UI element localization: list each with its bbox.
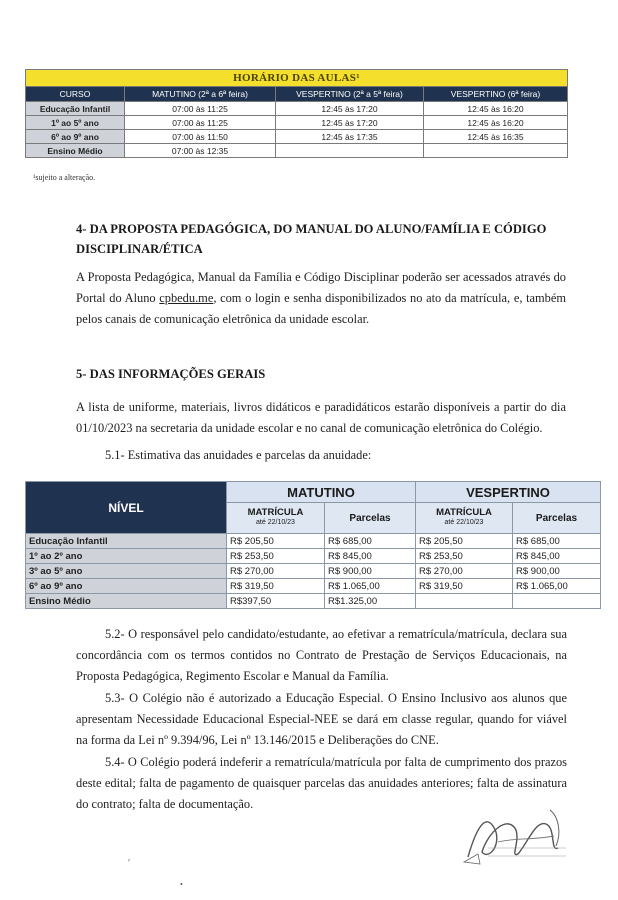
fees-level: 1º ao 2º ano [26, 549, 227, 564]
fees-level: Ensino Médio [26, 594, 227, 609]
schedule-cell: 12:45 às 17:20 [276, 116, 424, 130]
fees-cell: R$ 253,50 [416, 549, 513, 564]
fees-cell: R$ 1.065,00 [513, 579, 601, 594]
schedule-course: 1º ao 5º ano [26, 116, 125, 130]
section4-heading-line1: 4- DA PROPOSTA PEDAGÓGICA, DO MANUAL DO ALUNO/FAMÍLIA E CÓDIGO [76, 222, 547, 236]
fees-cell: R$ 900,00 [325, 564, 416, 579]
schedule-cell: 12:45 às 16:20 [424, 116, 568, 130]
table-row [26, 116, 568, 130]
section4-text-a: A Proposta Pedagógica, Manual da Família e Código Disciplinar poderão ser acessados através do Portal do Aluno [76, 270, 566, 305]
fees-cell: R$ 205,50 [227, 534, 325, 549]
schedule-header-vespertino-2-5: VESPERTINO (2ª a 5ª feira) [276, 87, 424, 102]
section5-heading: 5- DAS INFORMAÇÕES GERAIS [76, 367, 266, 381]
item-5-1: 5.1- Estimativa das anuidades e parcelas da anuidade: [105, 448, 372, 462]
fees-subheader-parcelas: Parcelas [513, 503, 601, 534]
matricula-label: MATRÍCULA [247, 507, 304, 518]
schedule-footnote: ¹sujeito a alteração. [33, 173, 96, 182]
fees-level: 3º ao 5º ano [26, 564, 227, 579]
fees-cell: R$ 319,50 [227, 579, 325, 594]
fees-cell: R$397,50 [227, 594, 325, 609]
fees-subheader-matricula [227, 503, 325, 534]
fees-cell: R$ 253,50 [227, 549, 325, 564]
matricula-date: até 22/10/23 [256, 519, 295, 526]
fees-level: 6º ao 9º ano [26, 579, 227, 594]
section4-heading-line2: DISCIPLINAR/ÉTICA [76, 242, 203, 256]
table-row [26, 102, 568, 116]
section4-paragraph [76, 267, 566, 330]
matricula-label: MATRÍCULA [436, 507, 492, 518]
fees-header-matutino: MATUTINO [227, 482, 416, 503]
schedule-cell [276, 144, 424, 158]
fees-table [25, 481, 601, 609]
fees-cell [513, 594, 601, 609]
item-5-4: 5.4- O Colégio poderá indeferir a rematrícula/matrícula por falta de cumprimento dos prazos deste edital; falta de pagamento de quaisquer parcelas das anuidades anteriores; falta de assinatura do contrato; falta de documentação. [76, 755, 567, 811]
fees-cell: R$ 900,00 [513, 564, 601, 579]
fees-header-nivel: NÍVEL [26, 482, 227, 534]
fees-cell: R$ 270,00 [416, 564, 513, 579]
fees-cell: R$ 1.065,00 [325, 579, 416, 594]
fees-level: Educação Infantil [26, 534, 227, 549]
item-5-3: 5.3- O Colégio não é autorizado a Educação Especial. O Ensino Inclusivo aos alunos que apresentam Necessidade Educacional Especial-NEE se dará em classe regular, quando for viável na forma da Lei nº 9.394/96, Lei nº 13.146/2015 e Deliberações do CNE. [76, 691, 567, 747]
fees-subheader-matricula [416, 503, 513, 534]
schedule-cell [424, 144, 568, 158]
schedule-header-curso: CURSO [26, 87, 125, 102]
matricula-date: até 22/10/23 [444, 519, 484, 526]
fees-cell: R$ 845,00 [513, 549, 601, 564]
fees-cell: R$ 845,00 [325, 549, 416, 564]
portal-link[interactable]: cpbedu.me [159, 291, 214, 305]
schedule-header-row [26, 87, 568, 102]
schedule-course: Educação Infantil [26, 102, 125, 116]
table-row [26, 549, 601, 564]
schedule-cell: 12:45 às 16:20 [424, 102, 568, 116]
fees-cell: R$1.325,00 [325, 594, 416, 609]
fees-cell: R$ 685,00 [325, 534, 416, 549]
item-5-2: 5.2- O responsável pelo candidato/estudante, ao efetivar a rematrícula/matrícula, declara sua concordância com os termos contidos no Contrato de Prestação de Serviços Educacionais, na Proposta Pedagógica, Regimento Escolar e Manual da Família. [76, 627, 567, 683]
table-row [26, 144, 568, 158]
fees-header-vespertino: VESPERTINO [416, 482, 601, 503]
schedule-header-vespertino-6: VESPERTINO (6ª feira) [424, 87, 568, 102]
fees-cell: R$ 270,00 [227, 564, 325, 579]
schedule-cell: 07:00 às 11:25 [125, 116, 276, 130]
section4-text-b: , com o login e senha disponibilizados no ato da matrícula, e, também pelos canais de comunicação eletrônica da unidade escolar. [76, 291, 566, 326]
schedule-table [25, 69, 568, 158]
scan-dot: • [180, 880, 183, 889]
schedule-cell: 07:00 às 11:25 [125, 102, 276, 116]
section5-paragraph: A lista de uniforme, materiais, livros didáticos e paradidáticos estarão disponíveis a partir do dia 01/10/2023 na secretaria da unidade escolar e no canal de comunicação eletrônica do Colégio. [76, 400, 566, 435]
schedule-title: HORÁRIO DAS AULAS¹ [26, 70, 568, 87]
schedule-cell: 12:45 às 17:35 [276, 130, 424, 144]
table-row [26, 534, 601, 549]
schedule-cell: 07:00 às 11:50 [125, 130, 276, 144]
table-row [26, 130, 568, 144]
schedule-course: Ensino Médio [26, 144, 125, 158]
schedule-cell: 07:00 às 12:35 [125, 144, 276, 158]
schedule-cell: 12:45 às 17:20 [276, 102, 424, 116]
schedule-header-matutino: MATUTINO (2ª a 6ª feira) [125, 87, 276, 102]
table-row [26, 564, 601, 579]
fees-cell [416, 594, 513, 609]
fees-subheader-parcelas: Parcelas [325, 503, 416, 534]
fees-cell: R$ 319,50 [416, 579, 513, 594]
fees-cell: R$ 685,00 [513, 534, 601, 549]
fees-cell: R$ 205,50 [416, 534, 513, 549]
signature-stamp [458, 802, 570, 868]
table-row [26, 594, 601, 609]
schedule-cell: 12:45 às 16:35 [424, 130, 568, 144]
scan-mark: ′ [128, 858, 131, 869]
schedule-course: 6º ao 9º ano [26, 130, 125, 144]
table-row [26, 579, 601, 594]
